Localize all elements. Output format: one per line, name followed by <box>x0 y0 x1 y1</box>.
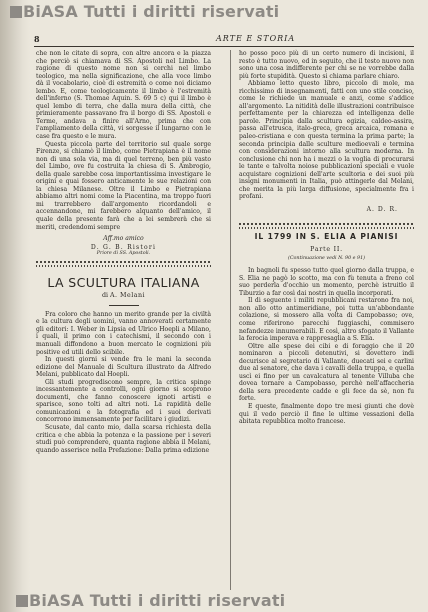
byline-author: A. Melani <box>110 292 146 300</box>
right-column <box>239 50 414 426</box>
watermark-bottom-text: BiASA Tutti i diritti riservati <box>29 591 286 610</box>
section-divider-right <box>239 223 414 229</box>
article-byline <box>36 292 211 300</box>
article-title-right: IL 1799 IN S. ELIA A PIANISI <box>254 232 399 242</box>
byline-prefix: di <box>101 292 108 300</box>
running-title: ARTE E STORIA <box>216 34 296 43</box>
right-paragraph-3: In bagnoli fu spesso tutto quel giorno dalla truppa, e S. Elia ne pagò lo scotto, ma con fù tenuta a freno col suo perderla d'occhio un momento, perchè istruitlo il Tiburzio a far così dai nostri in quella incorporati. <box>239 267 414 297</box>
right-paragraph-1: ho posso poco più di un certo numero di incisioni, il resto è tutto nuovo, ed in seguito, che il testo nuovo non sono una cosa indifferente per chi se ne vorrebbe dalla più forte stupidità. Questo si chiama parlare chiaro. <box>239 50 414 80</box>
continuation-note: (Continuazione vedi N. 90 e 91) <box>287 255 365 261</box>
right-paragraph-4: Il di seguente i militi repubblicani restarono fra noi, non allo otto antimeridiane, poi tutta un'abbondante colazione, si mossero alla volta di Campobasso; ove, come riferirono parecchi fuggiaschi, commisero nefandezze innumerabili. E così, altro sfogato il Vallante la ferocia imperava e rappresaglia a S. Elia. <box>239 297 414 343</box>
watermark-logo-icon <box>16 595 28 607</box>
title-rule <box>109 305 139 306</box>
left-paragraph-3: Fra coloro che hanno un merito grande per la civiltà e la cultura degli uomini, vanno annoverati certamente gli editori: I. Weber in Lipsia ed Ulrico Hoepli a Milano, i quali, il primo con i catechismi, il secondo con i manuali diffondono a buon mercato le cognizioni più positive ed utili dello scibile. <box>36 310 211 356</box>
signature-note: Priore di SS. Apostoli. <box>96 251 151 257</box>
right-paragraph-6: E queste, finalmente dopo tre mesi giunti che dovè qui il vedo perciò il fine le ultime vessazioni della abitata repubblica molto francese. <box>239 402 414 426</box>
section-divider <box>36 261 211 267</box>
page-binding-shadow <box>0 0 30 612</box>
letter-closing: Aff.mo amico <box>103 235 144 243</box>
page-number: 8 <box>34 34 40 44</box>
watermark-logo-icon <box>10 6 22 18</box>
part-label: Parte II. <box>310 246 343 254</box>
left-paragraph-1: che non le citate di sopra, con altre ancora e la piazza che perciò si chiamava di SS. Apostoli nel Limbo. La ragione di questo nome non si cerchi nel limbo teologico, ma nella significazione, che alla voce limbo dà il vocabolario, cioè di estremità o come noi diciamo lembo. E, come teologicamente il limbo è l'estremità dell'inferno (S. Thomae Aquin. S. 69 5 c) qui il limbo è quel lembo di terra, che dalla mura della città, che primieramente passavano fra il borgo di SS. Apostoli e Terme, andava a finire all'Arno, prima che con l'ampliamento della città, vi sorgesse il lungarno con le case fra questo e le mura. <box>36 50 211 141</box>
left-paragraph-4: In questi giorni si vende fra le mani la seconda edizione del Manuale di Scultura illustrato da Alfredo Melani, pubblicato dal Hoepli. <box>36 356 211 379</box>
article-title: LA SCULTURA ITALIANA <box>47 275 200 291</box>
left-paragraph-5: Gli studi progrediscono sempre, la critica spinge incessantemente a controlli, ogni giorno si scoprono documenti, che fanno conoscere ignoti artisti e sparisce, sono tolti ad altri noti. La rapidità delle comunicazioni e la fotografia ed i suoi derivati concorrono immensamente per facilitare i giudizi. <box>36 378 211 424</box>
watermark-bottom <box>16 591 285 610</box>
letter-signature: D. G. B. Ristori <box>90 243 157 251</box>
running-header <box>34 34 414 46</box>
watermark-top <box>10 2 279 21</box>
review-signature: A. D. R. <box>366 205 398 213</box>
watermark-top-text: BiASA Tutti i diritti riservati <box>23 2 280 21</box>
header-rule <box>34 46 414 47</box>
column-divider <box>230 50 231 590</box>
left-column <box>36 50 211 454</box>
right-paragraph-5: Oltre alle spese dei cibi e di foraggio che il 20 nominaron a piccoli detenutivi, si dovettero indi decurisce al segretario di Vallante, duecati sei e carlini due al senatore, che dava i cavalli della truppa, e quella uscì ei fino per un cavalcatura al tenente Villuba che dovea tornare a Campobasso, perchè nell'affaccheria della sera precedente cadde e gli fece da sè, non fu forte. <box>239 342 414 403</box>
left-paragraph-6: Scusate, dal canto mio, dalla scarsa richiesta della critica e che abbia la potenza e la passione per i severi studi può comprendere, quanta ragione abbia il Melani, quando asserisce nella Prefazione: Dalla prima edizione <box>36 423 211 454</box>
right-paragraph-2: Abbiamo letto questo libro, piccolo di mole, ma ricchissimo di insegnamenti, fatti con uno stile conciso, come le richiede un manuale e anzi, come s'addice all'argomento. La nitidità delle illustrazioni contribuisce perfettamente per la chiarezza ed intelligenza delle parole. Principia dalla scultura egizia, caldeo-assira, passa all'etrusca, italo-greca, greca arcaica, romana e paleo-cristiana e con questa termina la prima parte; la seconda principia dalle sculture medioevali e termina con considerazioni intorno alla scultura moderna. In conclusione chi non ha i mezzi o la voglia di procurarsi le tante e talvolta noiose pubblicazioni speciali e vuole acquistare cognizioni dell'arte scultoria e dei suoi più insigni monumenti in Italia, può attingerle dal Melani, che merita la più larga diffusione, specialmente fra i profani. <box>239 80 414 201</box>
left-paragraph-2: Questa piccola parte del territorio sul quale sorge Firenze, si chiamò il limbo, come Pietrapiana è il nome non di una sola via, ma di quel terreno, ben più vasto del Limbo, ove fu costruita la chiesa di S. Ambrogio, della quale sarebbe cosa importantissima investigare le origini e quai fossero anticamente le sue relazioni con la chiesa Milanese. Oltre il Limbo e Pietrapiana abbiamo altri nomi come la Piacentina, ma troppo fuori mi trarrebbero dall'argomento ricordandoli e accennandone, mi farebbero alquanto dell'amico, il quale della presente farà che a lei sembrerà che si meriti, credendomi sempre <box>36 140 211 231</box>
